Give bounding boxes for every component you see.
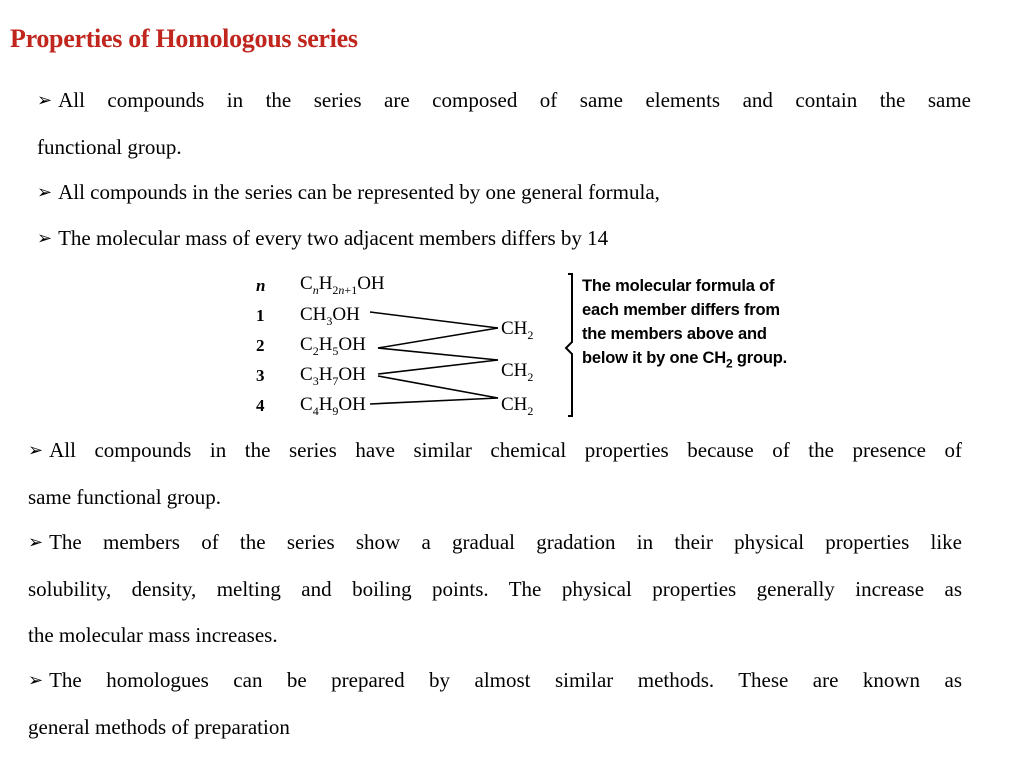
row-index: 1 — [256, 306, 265, 325]
bullet-text: All compounds in the series can be represented by one general formula, — [58, 180, 660, 204]
homologous-series-diagram — [250, 268, 810, 428]
bullet-text: The molecular mass of every two adjacent members differs by 14 — [58, 226, 609, 250]
connector-line — [378, 360, 498, 374]
bullet-text: The homologues can be prepared by almost similar methods. These are known as — [49, 668, 962, 692]
connector-line — [370, 312, 498, 328]
bullet-chemical-properties — [28, 427, 962, 520]
difference-label: $CH_2$ — [501, 394, 534, 418]
row-index: 4 — [256, 396, 265, 415]
connector-line — [378, 328, 498, 348]
arrow-bullet-icon: ➢ — [28, 670, 44, 690]
difference-label: $CH_2$ — [501, 360, 534, 384]
row-formula: $C_4H_9OH$ — [300, 394, 366, 418]
arrow-bullet-icon: ➢ — [37, 182, 53, 202]
bullet-molecular-mass — [37, 215, 971, 262]
diagram-note: The molecular formula of each member differs from the members above and below it by one $CH_2$ group. — [582, 277, 787, 371]
arrow-bullet-icon: ➢ — [28, 532, 44, 552]
row-index: 3 — [256, 366, 265, 385]
bullet-text-continued: functional group. — [37, 135, 182, 159]
bullet-preparation-methods — [28, 657, 962, 750]
general-formula: $C_nH_{2n+1}OH$ — [300, 273, 385, 297]
bullet-text: All compounds in the series are composed of same elements and contain the same — [58, 88, 971, 112]
bullet-same-elements — [37, 77, 971, 170]
row-formula: $C_2H_5OH$ — [300, 334, 366, 358]
bullet-general-formula — [37, 169, 971, 216]
brace-shape — [566, 274, 572, 416]
connector-line — [378, 348, 498, 360]
row-index: 2 — [256, 336, 265, 355]
connector-line — [378, 376, 498, 398]
arrow-bullet-icon: ➢ — [28, 440, 44, 460]
row-formula: $C_3H_7OH$ — [300, 364, 366, 388]
header-n: n — [256, 276, 266, 295]
difference-label: $CH_2$ — [501, 318, 534, 342]
bullet-physical-properties — [28, 519, 962, 658]
arrow-bullet-icon: ➢ — [37, 90, 53, 110]
page-title: Properties of Homologous series — [10, 24, 358, 53]
connector-line — [370, 398, 498, 404]
bullet-text-continued: solubility, density, melting and boiling points. The physical properties generally increase as — [28, 577, 962, 601]
bullet-text: The members of the series show a gradual gradation in their physical properties like — [49, 530, 962, 554]
bullet-text-continued: the molecular mass increases. — [28, 623, 278, 647]
bullet-text-continued: general methods of preparation — [28, 715, 290, 739]
bullet-text: All compounds in the series have similar chemical properties because of the presence of — [49, 438, 962, 462]
bullet-text-continued: same functional group. — [28, 485, 222, 509]
arrow-bullet-icon: ➢ — [37, 228, 53, 248]
row-formula: $CH_3OH$ — [300, 304, 360, 328]
